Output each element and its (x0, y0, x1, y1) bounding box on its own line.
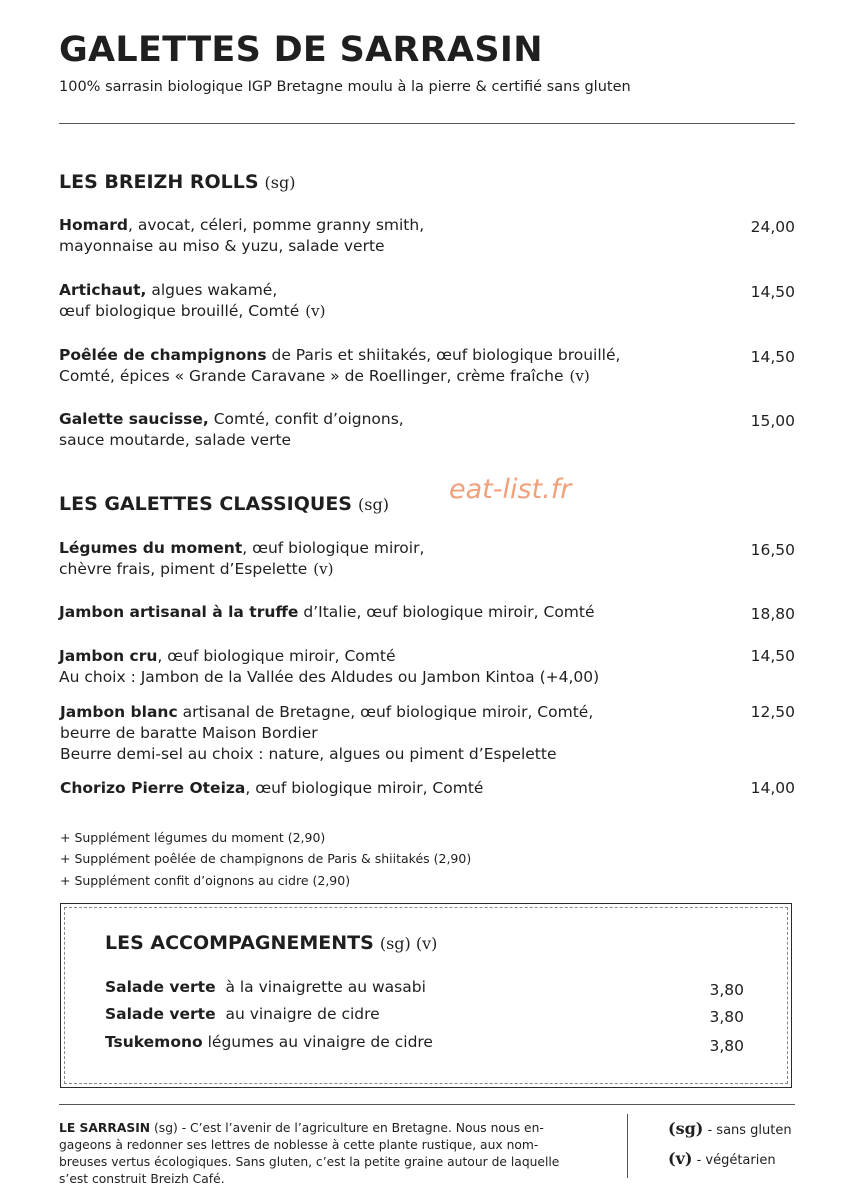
item-name: Légumes du moment (59, 539, 243, 557)
menu-item-jambon-truffe (59, 602, 699, 623)
footer-text-line: (sg) - C’est l’avenir de l’agriculture en Bretagne. Nous nous en- (150, 1121, 544, 1135)
item-price: 3,80 (709, 1037, 744, 1055)
item-desc: Au choix : Jambon de la Vallée des Aldudes ou Jambon Kintoa (+4,00) (59, 668, 600, 686)
section-title-text: LES BREIZH ROLLS (59, 171, 259, 193)
item-price: 18,80 (750, 605, 795, 623)
menu-item-legumes (59, 538, 699, 580)
footer-text-line: breuses vertus écologiques. Sans gluten, c’est la petite graine autour de laquelle (59, 1155, 560, 1169)
legend-gluten-free (668, 1119, 792, 1141)
item-name: Chorizo Pierre Oteiza (60, 779, 246, 797)
page-subtitle: 100% sarrasin biologique IGP Bretagne moulu à la pierre & certifié sans gluten (59, 79, 631, 95)
item-desc: , œuf biologique miroir, Comté (245, 779, 484, 797)
footer-label: LE SARRASIN (59, 1121, 151, 1135)
item-price: 14,50 (750, 283, 795, 301)
item-name: Homard (59, 216, 128, 234)
item-name: Tsukemono (105, 1033, 203, 1051)
item-desc: légumes au vinaigre de cidre (202, 1033, 433, 1051)
item-desc: de Paris et shiitakés, œuf biologique brouillé, (266, 346, 621, 364)
item-desc: Comté, confit d’oignons, (208, 410, 404, 428)
footer-divider (59, 1104, 795, 1105)
item-desc: sauce moutarde, salade verte (59, 431, 292, 449)
footer-sarrasin-note (59, 1120, 599, 1188)
item-name: Salade verte (105, 978, 216, 996)
item-price: 3,80 (709, 1008, 744, 1026)
item-name: Salade verte (105, 1005, 216, 1023)
item-desc: artisanal de Bretagne, œuf biologique miroir, Comté, (177, 703, 594, 721)
section-title-breizh-rolls (59, 170, 295, 195)
item-desc: à la vinaigrette au wasabi (215, 978, 426, 996)
menu-item-homard (59, 215, 699, 257)
section-title-text: LES GALETTES CLASSIQUES (59, 493, 352, 515)
item-name: Jambon cru (59, 647, 158, 665)
item-name: Artichaut, (59, 281, 147, 299)
legend-text: - végétarien (692, 1153, 776, 1168)
item-desc: , œuf biologique miroir, Comté (157, 647, 396, 665)
section-title-galettes-classiques (59, 492, 389, 517)
item-price: 16,50 (750, 541, 795, 559)
item-desc: Beurre demi-sel au choix : nature, algues ou piment d’Espelette (60, 745, 557, 763)
supplement-item: + Supplément poêlée de champignons de Paris & shiitakés (2,90) (60, 851, 472, 866)
vegetarian-tag: (v) (569, 367, 590, 385)
side-item-salade-wasabi (105, 977, 426, 997)
menu-item-jambon-blanc (60, 702, 700, 765)
section-tag: (sg) (358, 495, 389, 514)
item-price: 3,80 (709, 981, 744, 999)
footer-text-line: s’est construit Breizh Café. (59, 1172, 225, 1186)
legend-symbol: (v) (668, 1149, 693, 1168)
item-name: Galette saucisse, (59, 410, 209, 428)
legend-symbol: (sg) (668, 1119, 704, 1138)
legend-text: - sans gluten (703, 1123, 792, 1138)
section-tag: (sg) (264, 173, 296, 192)
item-desc: au vinaigre de cidre (215, 1005, 380, 1023)
side-item-tsukemono (105, 1032, 433, 1052)
footer-text-line: gageons à redonner ses lettres de noblesse à cette plante rustique, aux nom- (59, 1138, 539, 1152)
section-tag: (sg) (v) (379, 934, 438, 953)
item-desc: beurre de baratte Maison Bordier (60, 724, 318, 742)
item-desc: chèvre frais, piment d’Espelette (59, 560, 308, 578)
header-divider (59, 123, 795, 124)
item-price: 12,50 (750, 703, 795, 721)
vegetarian-tag: (v) (313, 560, 334, 578)
item-name: Jambon artisanal à la truffe (59, 603, 299, 621)
footer-vertical-divider (627, 1114, 628, 1178)
side-item-salade-cidre (105, 1004, 380, 1024)
item-desc: d’Italie, œuf biologique miroir, Comté (298, 603, 595, 621)
section-title-accompagnements (105, 931, 437, 956)
menu-item-jambon-cru (59, 646, 699, 688)
menu-item-champignons (59, 345, 699, 387)
supplement-item: + Supplément confit d’oignons au cidre (2,90) (60, 873, 351, 888)
menu-item-chorizo (60, 778, 700, 799)
item-desc: Comté, épices « Grande Caravane » de Roellinger, crème fraîche (59, 367, 564, 385)
item-desc: mayonnaise au miso & yuzu, salade verte (59, 237, 385, 255)
watermark: eat-list.fr (449, 474, 572, 505)
menu-item-galette-saucisse (59, 409, 699, 451)
item-name: Poêlée de champignons (59, 346, 267, 364)
item-desc: algues wakamé, (146, 281, 278, 299)
item-desc: , œuf biologique miroir, (242, 539, 425, 557)
item-price: 15,00 (750, 412, 795, 430)
page-title: GALETTES DE SARRASIN (59, 30, 543, 70)
section-title-text: LES ACCOMPAGNEMENTS (105, 932, 374, 954)
vegetarian-tag: (v) (305, 302, 326, 320)
item-name: Jambon blanc (60, 703, 178, 721)
item-price: 14,00 (750, 779, 795, 797)
item-price: 14,50 (750, 348, 795, 366)
item-price: 14,50 (750, 647, 795, 665)
item-desc: œuf biologique brouillé, Comté (59, 302, 300, 320)
item-price: 24,00 (750, 218, 795, 236)
item-desc: , avocat, céleri, pomme granny smith, (127, 216, 425, 234)
supplement-item: + Supplément légumes du moment (2,90) (60, 830, 326, 845)
legend-vegetarian (668, 1149, 776, 1171)
menu-item-artichaut (59, 280, 699, 322)
